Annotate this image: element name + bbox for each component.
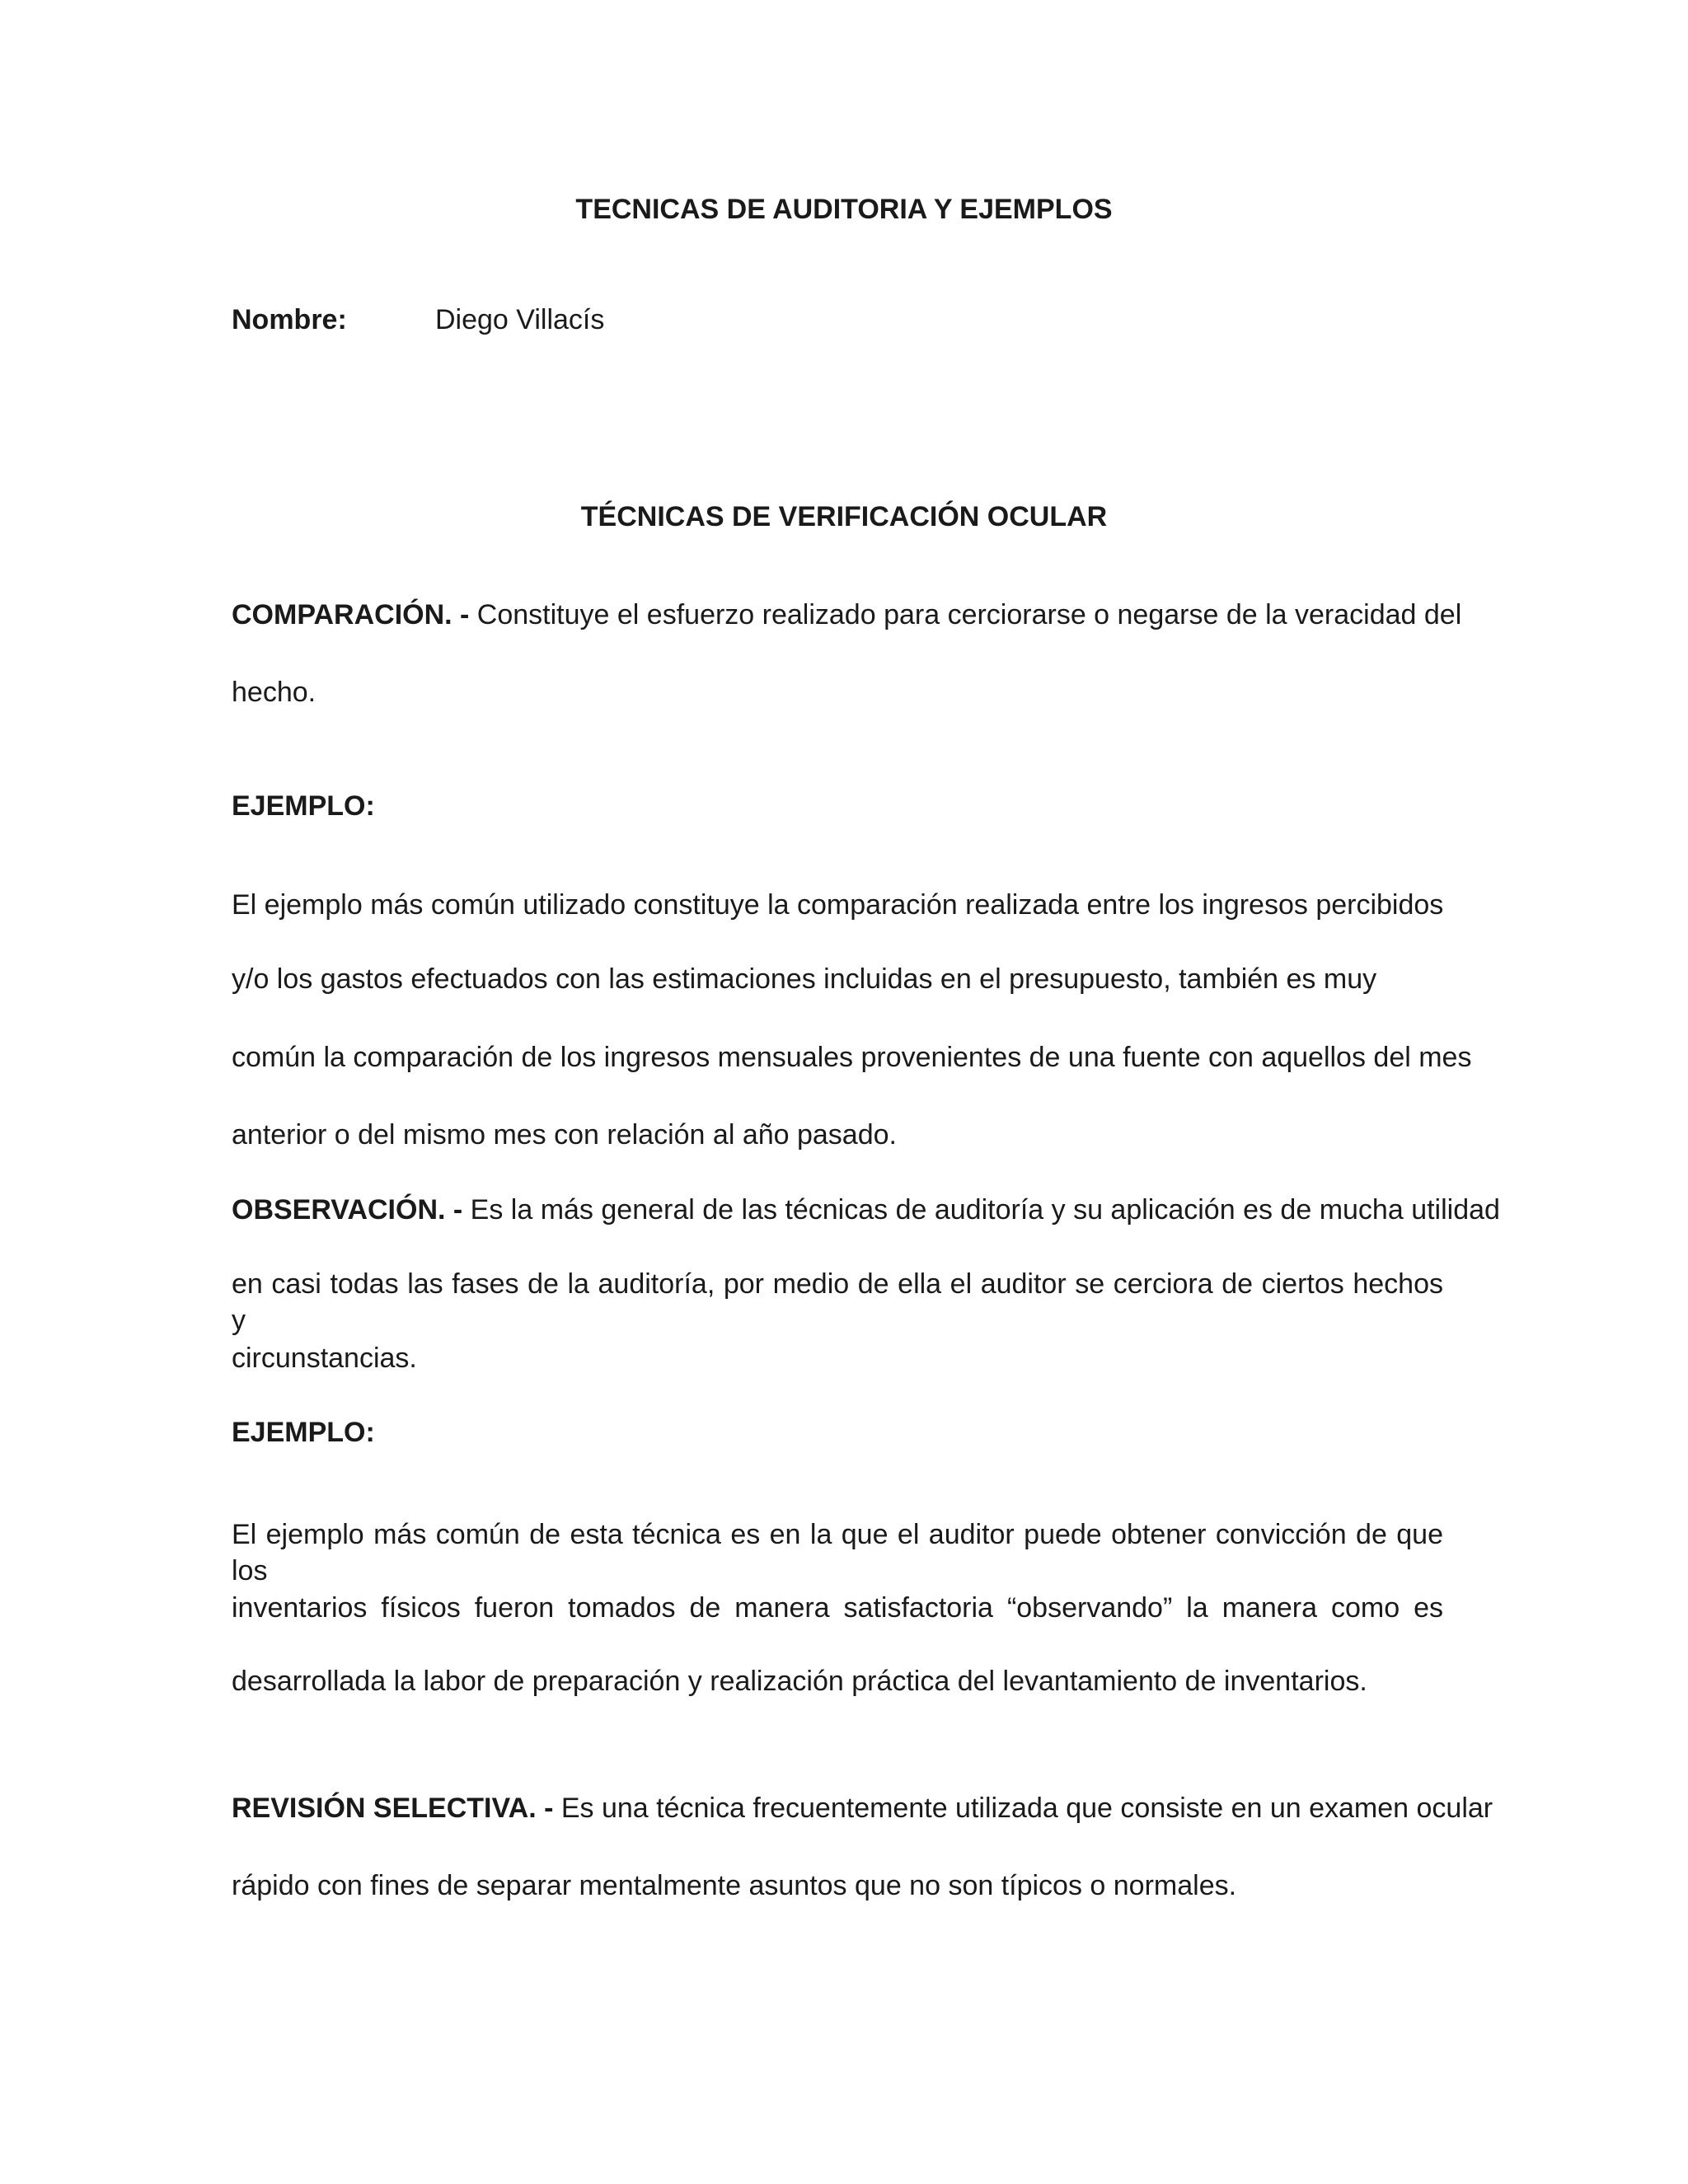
revision-line-2: rápido con fines de separar mentalmente asuntos que no son típicos o normales.: [232, 1870, 1237, 1901]
comparacion-text-1: Constituye el esfuerzo realizado para cerciorarse o negarse de la veracidad del: [469, 599, 1462, 630]
ejemplo2-line-3: desarrollada la labor de preparación y realización práctica del levantamiento de inventarios.: [232, 1666, 1367, 1697]
section-title: TÉCNICAS DE VERIFICACIÓN OCULAR: [580, 501, 1108, 532]
revision-line-1: [232, 1790, 1493, 1826]
observacion-term: OBSERVACIÓN. -: [232, 1194, 463, 1226]
observacion-line-2: en casi todas las fases de la auditoría, por medio de ella el auditor se cerciora de ciertos hechos y: [232, 1268, 1443, 1336]
ejemplo1-line-2: y/o los gastos efectuados con las estimaciones incluidas en el presupuesto, también es muy: [232, 963, 1377, 995]
name-label: Nombre:: [232, 304, 347, 335]
name-row: [232, 302, 605, 338]
observacion-line-3: circunstancias.: [232, 1343, 417, 1374]
ejemplo2-line-1: El ejemplo más común de esta técnica es en la que el auditor puede obtener convicción de que los: [232, 1519, 1443, 1586]
observacion-text-1: Es la más general de las técnicas de auditoría y su aplicación es de mucha utilidad: [462, 1194, 1500, 1226]
comparacion-line-1: [232, 597, 1461, 633]
revision-text-1: Es una técnica frecuentemente utilizada que consiste en un examen ocular: [553, 1793, 1493, 1824]
comparacion-line-2: hecho.: [232, 677, 316, 708]
ejemplo1-line-1: El ejemplo más común utilizado constituye la comparación realizada entre los ingresos percibidos: [232, 889, 1444, 921]
ejemplo2-line-2: inventarios físicos fueron tomados de manera satisfactoria “observando” la manera como es: [232, 1592, 1443, 1624]
ejemplo-label-1: EJEMPLO:: [232, 790, 375, 822]
revision-term: REVISIÓN SELECTIVA. -: [232, 1793, 554, 1824]
comparacion-term: COMPARACIÓN. -: [232, 599, 470, 630]
document-title: TECNICAS DE AUDITORIA Y EJEMPLOS: [575, 194, 1113, 225]
ejemplo1-line-4: anterior o del mismo mes con relación al año pasado.: [232, 1119, 897, 1151]
observacion-line-1: [232, 1192, 1500, 1228]
ejemplo-label-2: EJEMPLO:: [232, 1417, 375, 1448]
ejemplo1-line-3: común la comparación de los ingresos mensuales provenientes de una fuente con aquellos del mes: [232, 1042, 1472, 1073]
name-value: Diego Villacís: [435, 304, 605, 335]
